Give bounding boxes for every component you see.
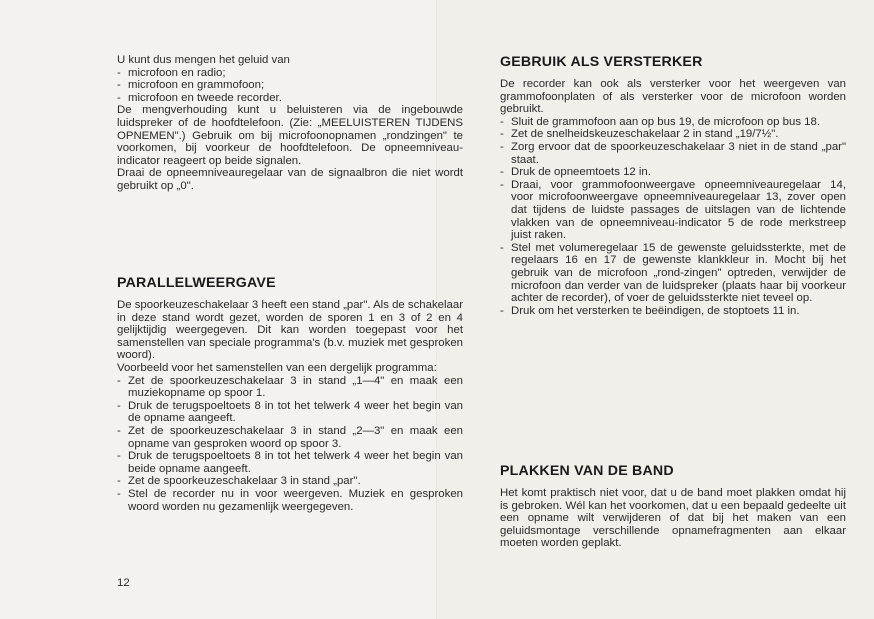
list-item: - Zet de snelheidskeuzeschakelaar 2 in stand „19/7½". xyxy=(500,128,846,141)
mixing-paragraph: Draai de opneemniveauregelaar van de signaalbron die niet wordt gebruikt op „0". xyxy=(117,167,463,192)
list-item: - microfoon en radio; xyxy=(117,67,463,80)
parallel-paragraph: Voorbeeld voor het samenstellen van een dergelijk programma: xyxy=(117,361,437,374)
list-item: - Stel met volumeregelaar 15 de gewenste geluidssterkte, met de regelaars 16 en 17 de gewenste klankkleur in. Mocht bij het gebruik van de microfoon „rond-zingen" optreden, verwijder de microfoon dan verder van de luidspreker (plaats haar bij voorkeur achter de recorder), of voer de geluidssterkte niet teveel op. xyxy=(500,242,846,305)
list-item: - Zet de spoorkeuzeschakelaar 3 in stand „2—3" en maak een opname van gesproken woord op spoor 3. xyxy=(117,425,463,450)
section-heading: PARALLELWEERGAVE xyxy=(117,275,276,291)
list-item: - Druk de terugspoeltoets 8 in tot het telwerk 4 weer het begin van beide opname aangeeft. xyxy=(117,450,463,475)
list-item: - Stel de recorder nu in voor weergeven. Muziek en gesproken woord worden nu gezamenlijk weergegeven. xyxy=(117,488,463,513)
mixing-intro-section xyxy=(117,54,463,193)
list-item: - Draai, voor grammofoonweergave opneemniveauregelaar 14, voor microfoonweergave opneemniveauregelaar 13, zover open dat tijdens de luidste passages de uitslagen van de lichtende vlakken van de opneemniveau-indicator 5 de rode merkstreep juist raken. xyxy=(500,179,846,242)
parallel-paragraph: De spoorkeuzeschakelaar 3 heeft een stand „par". Als de schakelaar in deze stand wordt gezet, worden de sporen 1 en 3 of 2 en 4 gelijktijdig weergegeven. Dit kan worden toegepast voor het samenstellen van speciale programma's (b.v. muziek met gesproken woord). xyxy=(117,299,463,362)
list-item: - Zet de spoorkeuzeschakelaar 3 in stand „1—4" en maak een muziekopname op spoor 1. xyxy=(117,375,463,400)
amplifier-intro: De recorder kan ook als versterker voor het weergeven van grammofoonplaten of als versterker voor de microfoon worden gebruikt. xyxy=(500,78,846,116)
parallel-section xyxy=(117,275,463,513)
list-item: - Zorg ervoor dat de spoorkeuzeschakelaar 3 niet in de stand „par" staat. xyxy=(500,141,846,166)
page-number: 12 xyxy=(117,577,130,589)
section-heading: GEBRUIK ALS VERSTERKER xyxy=(500,54,703,70)
section-heading: PLAKKEN VAN DE BAND xyxy=(500,463,674,479)
list-item: - microfoon en grammofoon; xyxy=(117,79,463,92)
list-item: - Druk de terugspoeltoets 8 in tot het telwerk 4 weer het begin van de opname aangeeft. xyxy=(117,400,463,425)
list-item: - microfoon en tweede recorder. xyxy=(117,92,463,105)
mixing-paragraph: De mengverhouding kunt u beluisteren via de ingebouwde luidspreker of de hoofdtelefoon. (Zie: „MEELUISTEREN TIJDENS OPNEMEN".) Gebruik om bij microfoonopnamen „rondzingen" te voorkomen, bij voorkeur de hoofdtelefoon. De opneemniveau-indicator reageert op beide signalen. xyxy=(117,104,463,167)
splicing-section xyxy=(500,463,846,550)
list-item: - Zet de spoorkeuzeschakelaar 3 in stand „par". xyxy=(117,475,463,488)
mixing-lead: U kunt dus mengen het geluid van xyxy=(117,54,290,66)
mixing-list xyxy=(117,67,463,105)
amplifier-section xyxy=(500,54,846,317)
amplifier-steps xyxy=(500,116,846,318)
splicing-paragraph: Het komt praktisch niet voor, dat u de band moet plakken omdat hij is gebroken. Wél kan het voorkomen, dat u een bepaald gedeelte uit een opname wilt verwijderen of dat bij het maken van een geluidsmontage verschillende opnamefragmenten aan elkaar moeten worden geplakt. xyxy=(500,487,846,550)
parallel-steps xyxy=(117,375,463,514)
list-item: - Druk de opneemtoets 12 in. xyxy=(500,166,846,179)
list-item: - Sluit de grammofoon aan op bus 19, de microfoon op bus 18. xyxy=(500,116,846,129)
list-item: - Druk om het versterken te beëindigen, de stoptoets 11 in. xyxy=(500,305,846,318)
